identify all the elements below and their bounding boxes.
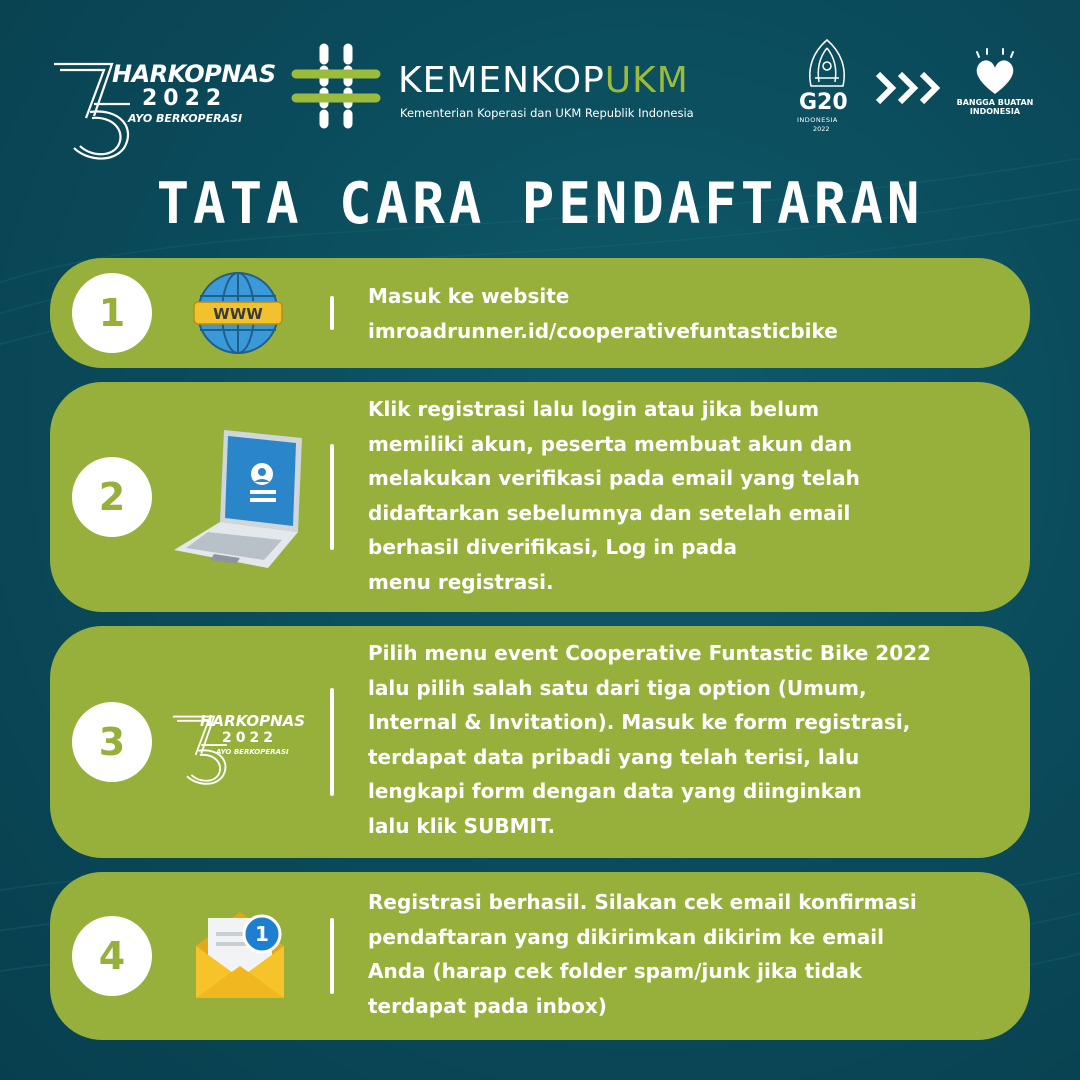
email-notification-icon — [190, 906, 290, 1006]
step-3-card — [50, 626, 1030, 858]
bangga-text — [955, 98, 1035, 116]
step-number-badge: 1 — [72, 273, 152, 353]
g20-year: 2022 — [813, 125, 830, 133]
chevrons-icon — [874, 70, 944, 106]
step-2-card — [50, 382, 1030, 612]
step-number-badge: 3 — [72, 702, 152, 782]
step-1-card — [50, 258, 1030, 368]
svg-text:WWW: WWW — [213, 305, 263, 323]
step-divider — [330, 296, 334, 330]
step-1-text: Masuk ke website imroadrunner.id/cooperativefuntasticbike — [368, 284, 838, 343]
kemenkop-hash-mark — [290, 40, 382, 132]
harkopnas-logo — [50, 56, 276, 166]
bangga-line2: INDONESIA — [969, 107, 1021, 116]
harkopnas-title: HARKOPNAS — [112, 60, 276, 88]
kemenkop-subtitle: Kementerian Koperasi dan UKM Republik Indonesia — [400, 106, 694, 120]
harkopnas-logo-icon — [170, 706, 310, 786]
step-4-text: Registrasi berhasil. Silakan cek email konfirmasi pendaftaran yang dikirimkan dikirim ke email Anda (harap cek folder spam/junk jika tidak terdapat pada inbox) — [368, 890, 917, 1018]
bangga-line1: BANGGA BUATAN — [956, 98, 1034, 107]
step-4-card — [50, 872, 1030, 1040]
page-title: TATA CARA PENDAFTARAN — [156, 170, 924, 237]
laptop-icon — [170, 422, 310, 572]
step-divider — [330, 918, 334, 994]
g20-gunungan-icon — [795, 38, 859, 90]
g20-country: INDONESIA — [797, 116, 838, 124]
small-harkopnas-title: HARKOPNAS — [200, 712, 306, 730]
kemenkop-title-ukm: UKM — [604, 60, 689, 101]
bangga-heart-icon — [955, 48, 1035, 98]
kemenkop-title — [398, 60, 689, 101]
step-divider — [330, 688, 334, 796]
g20-logo — [795, 38, 859, 134]
harkopnas-tagline: AYO BERKOPERASI — [128, 112, 243, 125]
kemenkop-ukm-logo — [290, 40, 730, 132]
step-2-text: Klik registrasi lalu login atau jika belum memiliki akun, peserta membuat akun dan melakukan verifikasi pada email yang telah didaftarkan sebelumnya dan setelah email berhasil diverifikasi, Log in pada menu registrasi. — [368, 397, 860, 594]
step-divider — [330, 444, 334, 550]
step-number-badge: 2 — [72, 457, 152, 537]
g20-title: G20 — [799, 90, 848, 115]
step-3-text: Pilih menu event Cooperative Funtastic Bike 2022 lalu pilih salah satu dari tiga option (Umum, Internal & Invitation). Masuk ke form registrasi, terdapat data pribadi yang telah terisi, lalu lengkapi form dengan data yang diinginkan lalu klik SUBMIT. — [368, 641, 931, 838]
small-harkopnas-year: 2022 — [222, 730, 277, 746]
www-globe-icon — [190, 270, 286, 356]
kemenkop-title-main: KEMENKOP — [398, 60, 605, 101]
step-number-badge: 4 — [72, 916, 152, 996]
email-badge-count: 1 — [255, 922, 269, 946]
bangga-buatan-indonesia-logo — [955, 48, 1035, 128]
small-harkopnas-tagline: AYO BERKOPERASI — [216, 748, 289, 756]
harkopnas-year: 2022 — [142, 86, 228, 111]
